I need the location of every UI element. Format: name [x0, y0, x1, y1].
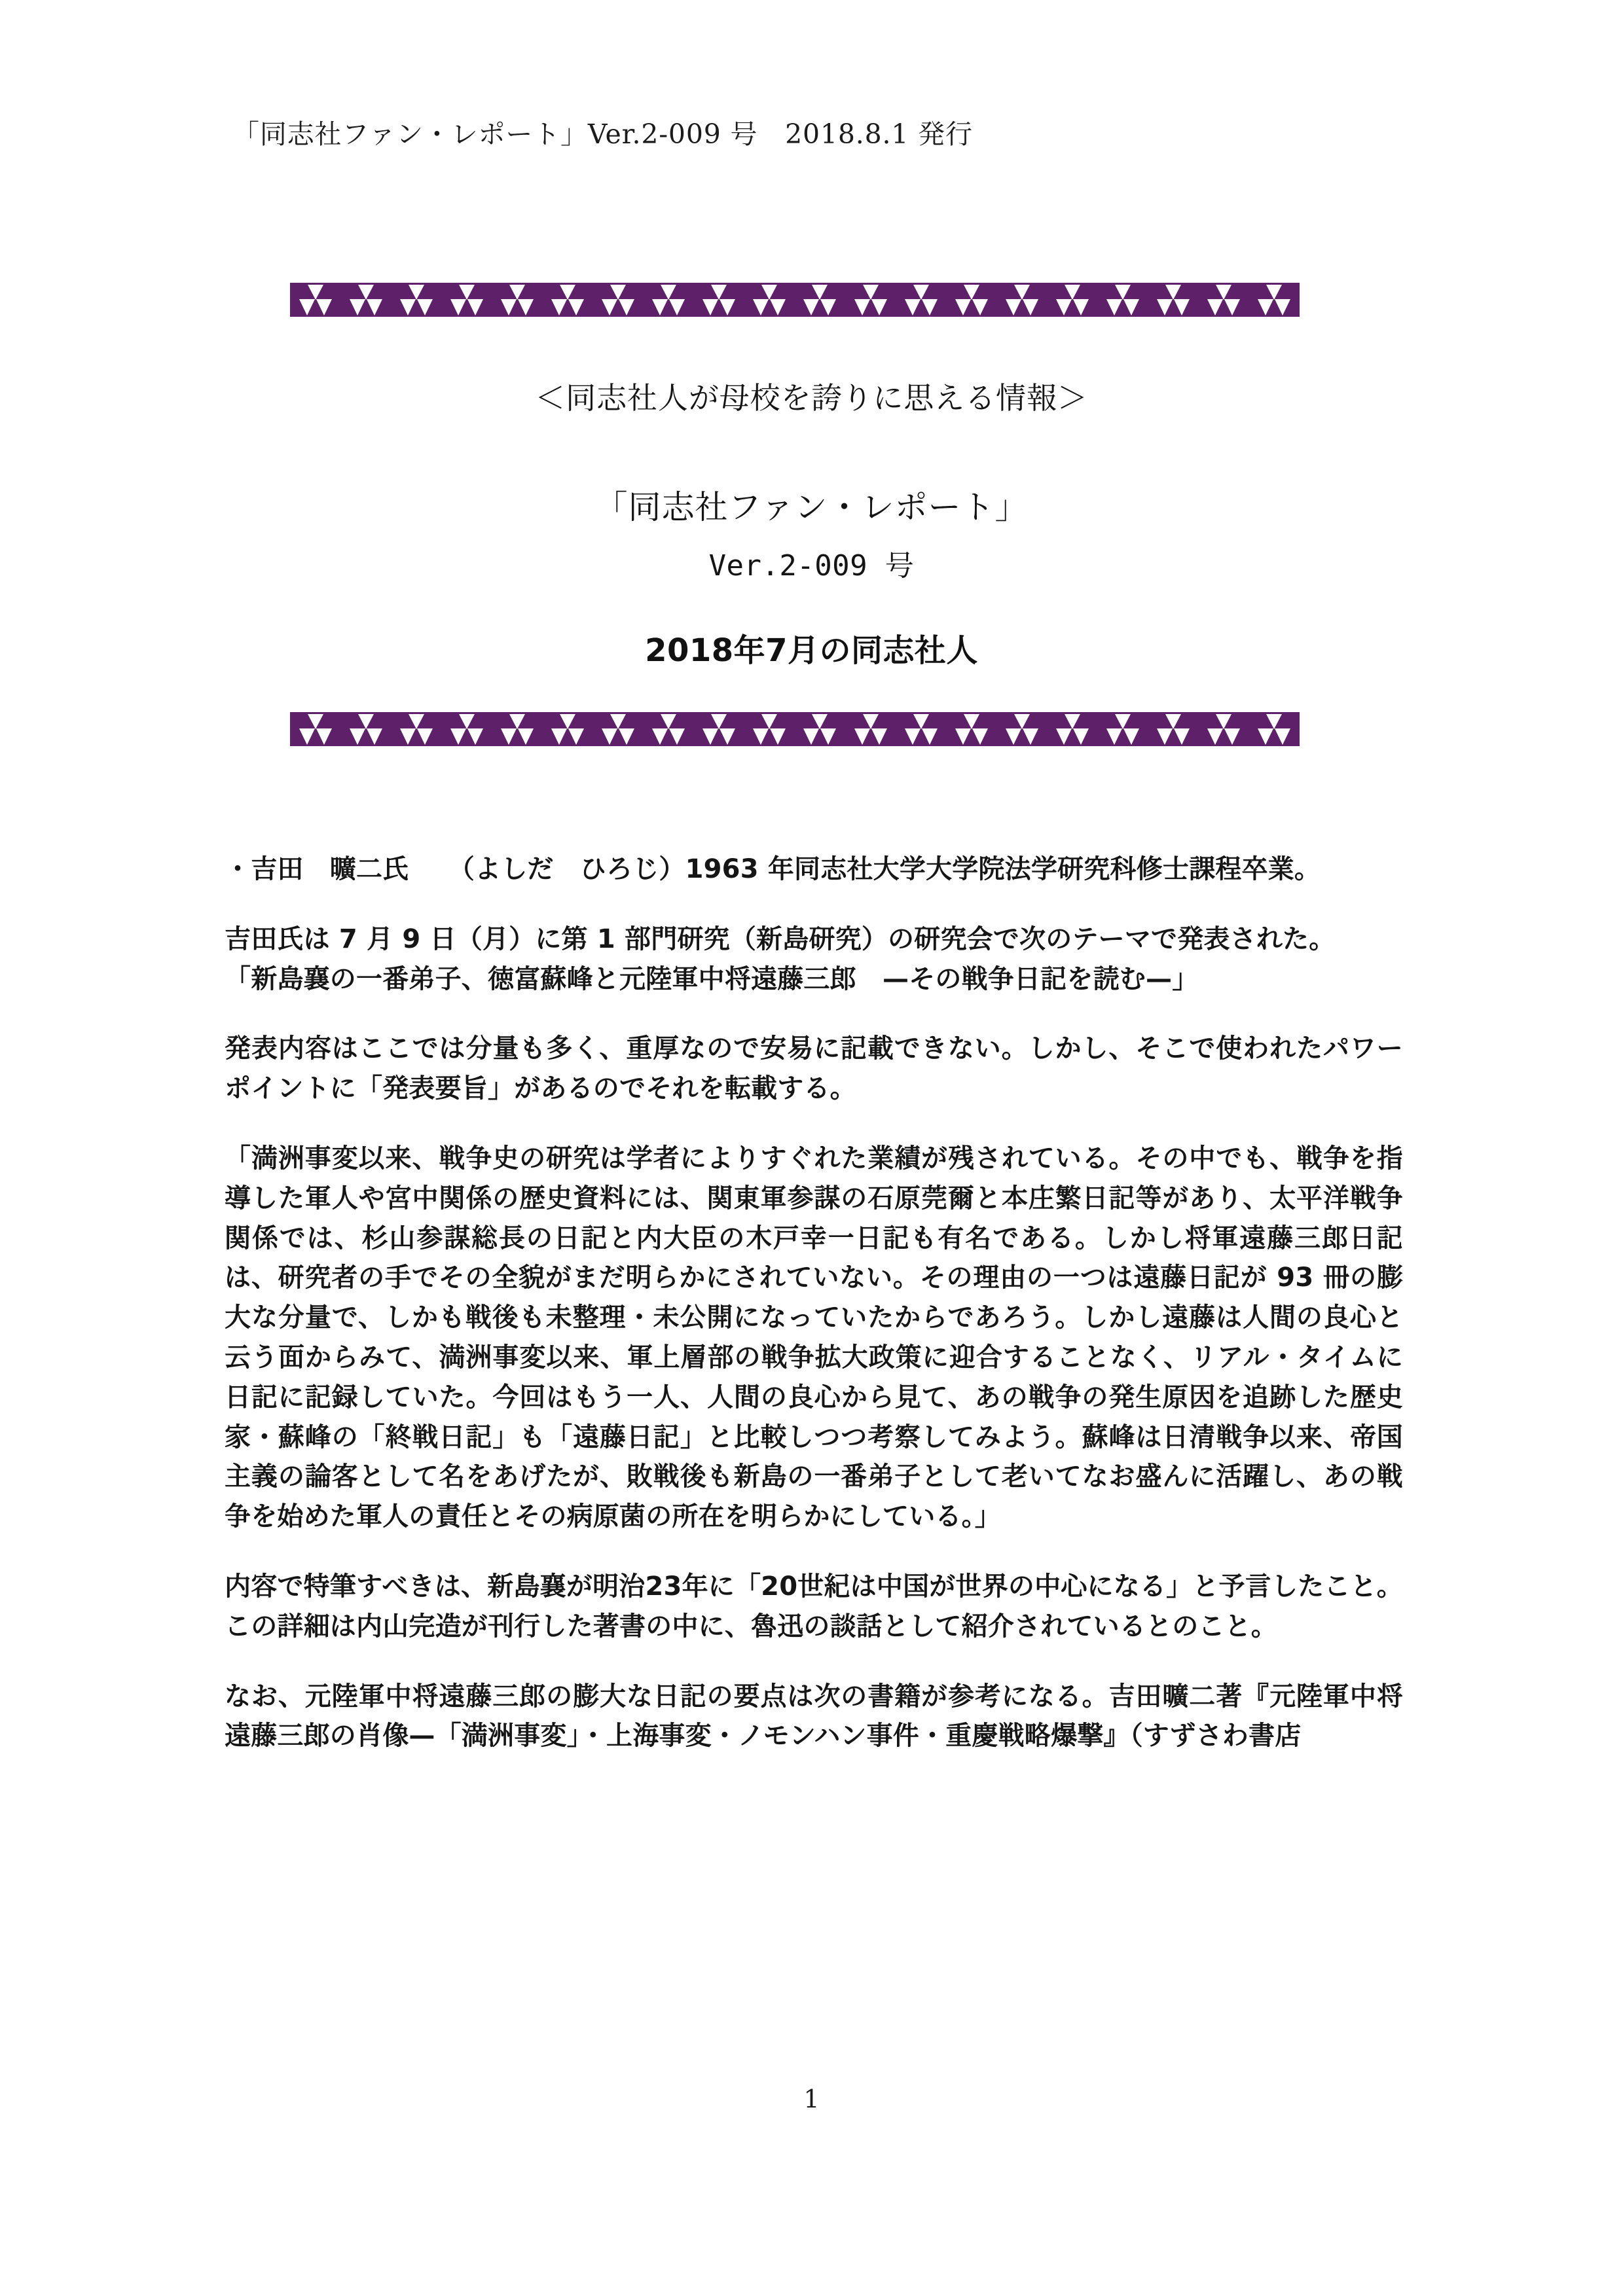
- triangle-pair-icon: [946, 728, 996, 745]
- triangle-icon: [1174, 728, 1190, 745]
- triangle-icon: [1157, 299, 1173, 315]
- triangle-icon: [518, 728, 534, 745]
- triangle-icon: [922, 299, 938, 315]
- triangle-icon: [602, 299, 617, 315]
- triangle-icon: [905, 728, 921, 745]
- triangle-cluster-icon: [1098, 283, 1148, 317]
- triangle-icon: [652, 299, 668, 315]
- triangle-cluster-icon: [1047, 712, 1097, 746]
- triangle-pair-icon: [593, 728, 644, 745]
- triangle-cluster-icon: [1249, 712, 1300, 746]
- triangle-pair-icon: [492, 728, 542, 745]
- triangle-cluster-icon: [290, 712, 340, 746]
- triangle-cluster-icon: [845, 712, 896, 746]
- triangle-pair-icon: [1199, 728, 1249, 745]
- triangle-pair-icon: [744, 728, 795, 745]
- triangle-icon: [1258, 728, 1273, 745]
- triangle-cluster-icon: [441, 283, 492, 317]
- ornament-row: [290, 283, 1300, 317]
- triangle-cluster-icon: [391, 283, 441, 317]
- triangle-cluster-icon: [1148, 712, 1199, 746]
- triangle-cluster-icon: [996, 712, 1047, 746]
- triangle-icon: [922, 728, 938, 745]
- triangle-icon: [1023, 728, 1038, 745]
- triangle-icon: [1258, 299, 1273, 315]
- triangle-icon: [467, 299, 483, 315]
- triangle-icon: [450, 728, 466, 745]
- triangle-icon: [955, 728, 971, 745]
- paragraph-presentation-theme: 「新島襄の一番弟子、徳富蘇峰と元陸軍中将遠藤三郎 —その戦争日記を読む—」: [225, 963, 1199, 994]
- triangle-icon: [669, 299, 685, 315]
- triangle-pair-icon: [1199, 299, 1249, 316]
- triangle-pair-icon: [290, 299, 340, 316]
- triangle-pair-icon: [492, 299, 542, 316]
- triangle-cluster-icon: [492, 712, 542, 746]
- triangle-icon: [871, 299, 887, 315]
- triangle-icon: [1224, 299, 1240, 315]
- triangle-pair-icon: [744, 299, 795, 316]
- triangle-icon: [702, 299, 718, 315]
- triangle-pair-icon: [1047, 299, 1097, 316]
- triangle-cluster-icon: [896, 712, 946, 746]
- triangle-icon: [770, 299, 786, 315]
- triangle-pair-icon: [644, 728, 694, 745]
- triangle-icon: [551, 728, 567, 745]
- triangle-icon: [417, 299, 433, 315]
- triangle-pair-icon: [290, 728, 340, 745]
- triangle-icon: [720, 728, 735, 745]
- triangle-cluster-icon: [391, 712, 441, 746]
- triangle-icon: [1207, 299, 1223, 315]
- triangle-pair-icon: [1098, 728, 1148, 745]
- triangle-icon: [417, 728, 433, 745]
- paragraph-reference-book: なお、元陸軍中将遠藤三郎の膨大な日記の要点は次の書籍が参考になる。吉田曠二著『元陸軍中将遠藤三郎の肖像—「満洲事変」・上海事変・ノモンハン事件・重慶戦略爆撃』（すずさわ書店: [225, 1681, 1403, 1751]
- triangle-pair-icon: [996, 299, 1047, 316]
- triangle-icon: [905, 299, 921, 315]
- triangle-icon: [1157, 728, 1173, 745]
- triangle-pair-icon: [1148, 728, 1199, 745]
- masthead-version: Ver.2-009 号: [708, 549, 915, 583]
- triangle-cluster-icon: [694, 712, 744, 746]
- triangle-icon: [367, 299, 382, 315]
- triangle-icon: [1207, 728, 1223, 745]
- triangle-icon: [619, 728, 634, 745]
- triangle-icon: [299, 299, 315, 315]
- triangle-pair-icon: [1249, 299, 1300, 316]
- triangle-icon: [820, 728, 836, 745]
- triangle-icon: [551, 299, 567, 315]
- triangle-cluster-icon: [1199, 283, 1249, 317]
- ornament-band-bottom: [290, 712, 1300, 746]
- triangle-icon: [803, 728, 819, 745]
- triangle-cluster-icon: [896, 283, 946, 317]
- triangle-icon: [1006, 299, 1021, 315]
- triangle-pair-icon: [644, 299, 694, 316]
- triangle-icon: [1123, 299, 1139, 315]
- triangle-icon: [854, 299, 870, 315]
- triangle-cluster-icon: [1098, 712, 1148, 746]
- triangle-icon: [1056, 728, 1072, 745]
- page-number: 1: [803, 2085, 820, 2113]
- triangle-icon: [1224, 728, 1240, 745]
- triangle-cluster-icon: [694, 283, 744, 317]
- triangle-icon: [820, 299, 836, 315]
- triangle-cluster-icon: [593, 283, 644, 317]
- triangle-cluster-icon: [1047, 283, 1097, 317]
- triangle-icon: [1275, 728, 1290, 745]
- triangle-pair-icon: [340, 299, 391, 316]
- triangle-cluster-icon: [795, 712, 845, 746]
- triangle-pair-icon: [996, 728, 1047, 745]
- body-copy: [225, 850, 1403, 1781]
- triangle-icon: [467, 728, 483, 745]
- triangle-icon: [1123, 728, 1139, 745]
- triangle-pair-icon: [542, 299, 593, 316]
- paragraph-summary-note: 発表内容はここでは分量も多く、重厚なので安易に記載できない。しかし、そこで使われたパワーポイントに「発表要旨」があるのでそれを転載する。: [225, 1033, 1403, 1104]
- triangle-pair-icon: [896, 728, 946, 745]
- triangle-icon: [367, 728, 382, 745]
- triangle-icon: [652, 728, 668, 745]
- triangle-icon: [450, 299, 466, 315]
- triangle-icon: [619, 299, 634, 315]
- triangle-icon: [1106, 728, 1122, 745]
- triangle-icon: [972, 299, 988, 315]
- triangle-icon: [501, 299, 517, 315]
- triangle-cluster-icon: [996, 283, 1047, 317]
- triangle-pair-icon: [946, 299, 996, 316]
- triangle-pair-icon: [340, 728, 391, 745]
- triangle-icon: [770, 728, 786, 745]
- paragraph-presentation-date: 吉田氏は 7 月 9 日（月）に第 1 部門研究（新島研究）の研究会で次のテーマで発表された。: [225, 924, 1336, 954]
- triangle-cluster-icon: [441, 712, 492, 746]
- triangle-icon: [955, 299, 971, 315]
- paragraph-notable-content: 内容で特筆すべきは、新島襄が明治23年に「20世紀は中国が世界の中心になる」と予言したこと。この詳細は内山完造が刊行した著書の中に、魯迅の談話として紹介されているとのこと。: [225, 1571, 1403, 1641]
- triangle-icon: [518, 299, 534, 315]
- triangle-pair-icon: [441, 728, 492, 745]
- triangle-cluster-icon: [1199, 712, 1249, 746]
- triangle-icon: [669, 728, 685, 745]
- triangle-pair-icon: [441, 299, 492, 316]
- triangle-icon: [854, 728, 870, 745]
- triangle-icon: [568, 728, 584, 745]
- triangle-pair-icon: [845, 299, 896, 316]
- triangle-icon: [1023, 299, 1038, 315]
- triangle-pair-icon: [391, 728, 441, 745]
- triangle-pair-icon: [1047, 728, 1097, 745]
- triangle-icon: [1174, 299, 1190, 315]
- triangle-pair-icon: [1148, 299, 1199, 316]
- triangle-cluster-icon: [946, 283, 996, 317]
- triangle-cluster-icon: [644, 283, 694, 317]
- triangle-icon: [803, 299, 819, 315]
- triangle-icon: [350, 728, 365, 745]
- triangle-icon: [400, 728, 416, 745]
- triangle-icon: [568, 299, 584, 315]
- triangle-icon: [720, 299, 735, 315]
- masthead-subtitle: 2018年7月の同志社人: [645, 632, 978, 669]
- triangle-cluster-icon: [290, 283, 340, 317]
- triangle-icon: [753, 299, 769, 315]
- paragraph-abstract-quote: 「満洲事変以来、戦争史の研究は学者によりすぐれた業績が残されている。その中でも、戦争を指導した軍人や宮中関係の歴史資料には、関東軍参謀の石原莞爾と本庄繁日記等があり、太平洋戦争関係では、杉山参謀総長の日記と内大臣の木戸幸一日記も有名である。しかし将軍遠藤三郎日記は、研究者の手でその全貌がまだ明らかにされていない。その理由の一つは遠藤日記が 93 冊の膨大な分量で、しかも戦後も未整理・未公開になっていたからであろう。しかし遠藤は人間の良心と云う面からみて、満洲事変以来、軍上層部の戦争拡大政策に迎合することなく、リアル・タイムに日記に記録していた。今回はもう一人、人間の良心から見て、あの戦争の発生原因を追跡した歴史家・蘇峰の「終戦日記」も「遠藤日記」と比較しつつ考察してみよう。蘇峰は日清戦争以来、帝国主義の論客として名をあげたが、敗戦後も新島の一番弟子として老いてなお盛んに活躍し、あの戦争を始めた軍人の責任とその病原菌の所在を明らかにしている。」: [225, 1143, 1403, 1532]
- triangle-cluster-icon: [542, 283, 593, 317]
- triangle-pair-icon: [795, 728, 845, 745]
- triangle-icon: [501, 728, 517, 745]
- triangle-pair-icon: [542, 728, 593, 745]
- triangle-icon: [316, 728, 332, 745]
- triangle-cluster-icon: [744, 283, 795, 317]
- triangle-pair-icon: [896, 299, 946, 316]
- triangle-cluster-icon: [946, 712, 996, 746]
- triangle-icon: [1275, 299, 1290, 315]
- triangle-icon: [753, 728, 769, 745]
- triangle-icon: [1073, 299, 1089, 315]
- triangle-icon: [1006, 728, 1021, 745]
- triangle-cluster-icon: [340, 283, 391, 317]
- triangle-pair-icon: [391, 299, 441, 316]
- triangle-icon: [1106, 299, 1122, 315]
- triangle-pair-icon: [795, 299, 845, 316]
- triangle-icon: [602, 728, 617, 745]
- triangle-cluster-icon: [542, 712, 593, 746]
- ornament-row: [290, 712, 1300, 746]
- triangle-cluster-icon: [492, 283, 542, 317]
- triangle-cluster-icon: [644, 712, 694, 746]
- triangle-cluster-icon: [795, 283, 845, 317]
- triangle-icon: [316, 299, 332, 315]
- triangle-icon: [1056, 299, 1072, 315]
- triangle-pair-icon: [845, 728, 896, 745]
- triangle-pair-icon: [694, 299, 744, 316]
- triangle-icon: [871, 728, 887, 745]
- paragraph-speaker-profile: ・吉田 曠二氏 （よしだ ひろじ）1963 年同志社大学大学院法学研究科修士課程卒業。: [225, 854, 1321, 884]
- document-header-line: 「同志社ファン・レポート」Ver.2-009 号 2018.8.1 発行: [232, 118, 973, 150]
- triangle-cluster-icon: [1148, 283, 1199, 317]
- triangle-icon: [299, 728, 315, 745]
- masthead-tagline: ＜同志社人が母校を誇りに思える情報＞: [535, 380, 1088, 416]
- triangle-icon: [702, 728, 718, 745]
- triangle-icon: [400, 299, 416, 315]
- ornament-band-top: [290, 283, 1300, 317]
- triangle-cluster-icon: [593, 712, 644, 746]
- triangle-cluster-icon: [1249, 283, 1300, 317]
- triangle-cluster-icon: [845, 283, 896, 317]
- triangle-pair-icon: [694, 728, 744, 745]
- triangle-cluster-icon: [340, 712, 391, 746]
- triangle-pair-icon: [1249, 728, 1300, 745]
- triangle-pair-icon: [593, 299, 644, 316]
- triangle-icon: [1073, 728, 1089, 745]
- triangle-icon: [972, 728, 988, 745]
- triangle-icon: [350, 299, 365, 315]
- masthead-title: 「同志社ファン・レポート」: [594, 488, 1029, 526]
- triangle-cluster-icon: [744, 712, 795, 746]
- triangle-pair-icon: [1098, 299, 1148, 316]
